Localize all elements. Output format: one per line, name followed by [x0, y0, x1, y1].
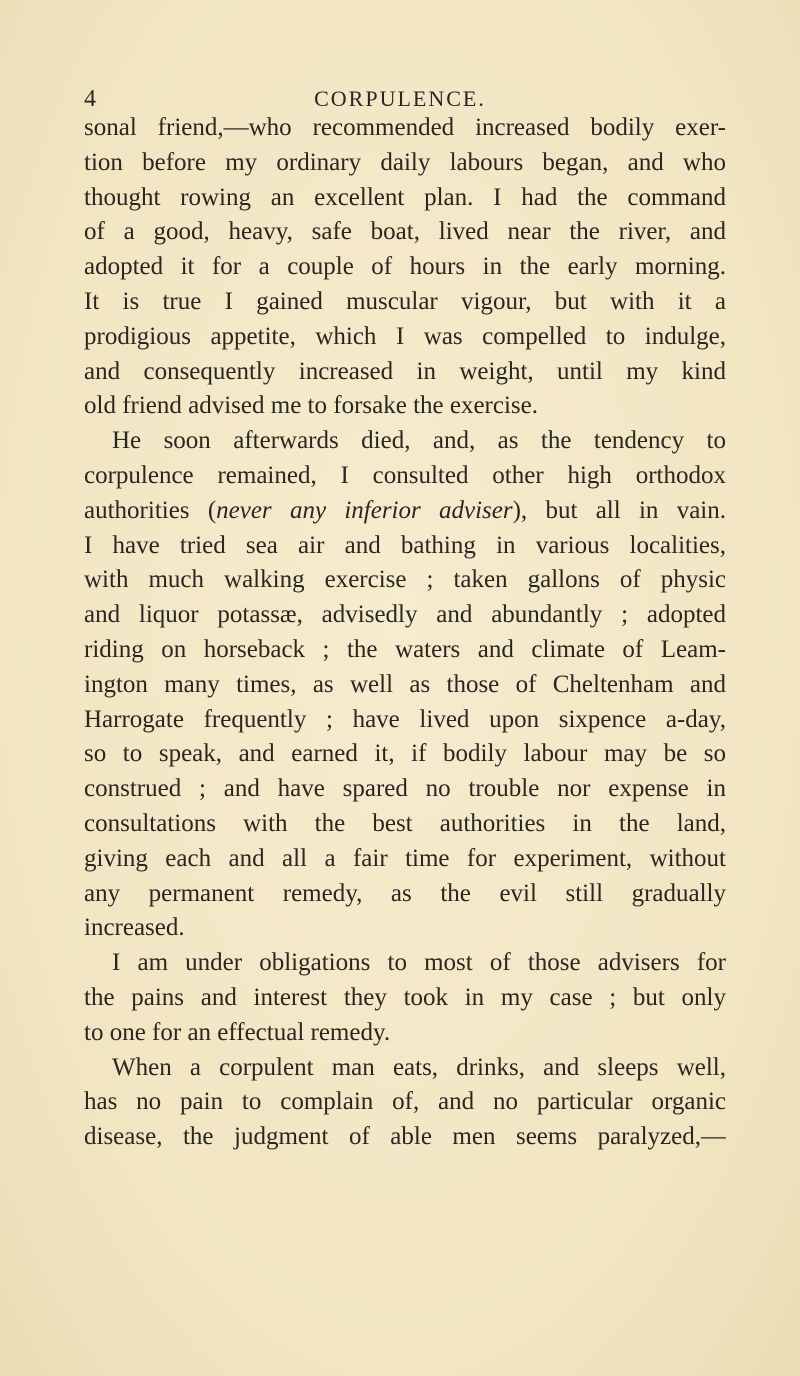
paragraph-start-line: When a corpulent man eats, drinks, and sleeps well,: [112, 1053, 726, 1081]
running-head: [0, 84, 800, 114]
text-line: consultations with the best authorities in the land,: [84, 809, 726, 837]
italic-phrase: never any inferior adviser: [216, 496, 513, 524]
text-line: disease, the judgment of able men seems paralyzed,—: [84, 1123, 726, 1151]
text-line: giving each and all a fair time for experiment, without: [84, 844, 726, 872]
text-line: It is true I gained muscular vigour, but with it a: [84, 287, 726, 315]
text-line: the pains and interest they took in my case ; but only: [84, 983, 726, 1011]
body-text: [84, 111, 726, 1155]
text-line: I have tried sea air and bathing in various localities,: [84, 531, 726, 559]
running-title: CORPULENCE.: [314, 86, 486, 111]
text-segment: ), but all in vain.: [512, 496, 726, 524]
text-line: thought rowing an excellent plan. I had the command: [84, 183, 726, 211]
text-line: tion before my ordinary daily labours began, and who: [84, 148, 726, 176]
text-line-with-italic: [84, 494, 726, 529]
text-line: old friend advised me to forsake the exercise.: [84, 392, 538, 420]
text-line: any permanent remedy, as the evil still gradually: [84, 879, 726, 907]
text-segment: authorities (: [84, 496, 217, 524]
text-line: of a good, heavy, safe boat, lived near the river, and: [84, 218, 726, 246]
text-line: and liquor potassæ, advisedly and abundantly ; adopted: [84, 601, 726, 629]
text-line: sonal friend,—who recommended increased bodily exer-: [84, 114, 726, 141]
text-line: so to speak, and earned it, if bodily labour may be so: [84, 740, 726, 768]
text-line: adopted it for a couple of hours in the early morning.: [84, 253, 726, 281]
text-line: increased.: [84, 914, 185, 942]
text-line: has no pain to complain of, and no particular organic: [84, 1088, 726, 1116]
paragraph-start-line: He soon afterwards died, and, as the tendency to: [112, 427, 726, 455]
text-line: prodigious appetite, which I was compelled to indulge,: [84, 322, 726, 350]
text-line: ington many times, as well as those of Cheltenham and: [84, 670, 726, 698]
text-line: with much walking exercise ; taken gallons of physic: [84, 566, 726, 594]
text-line: Harrogate frequently ; have lived upon sixpence a-day,: [84, 705, 726, 733]
page-number: 4: [84, 86, 96, 112]
text-line: construed ; and have spared no trouble nor expense in: [84, 775, 726, 803]
text-line: and consequently increased in weight, until my kind: [84, 357, 726, 385]
text-line: corpulence remained, I consulted other high orthodox: [84, 461, 726, 489]
paragraph-start-line: I am under obligations to most of those advisers for: [112, 949, 726, 977]
text-line: to one for an effectual remedy.: [84, 1018, 391, 1046]
text-line: riding on horseback ; the waters and climate of Leam-: [84, 635, 726, 663]
